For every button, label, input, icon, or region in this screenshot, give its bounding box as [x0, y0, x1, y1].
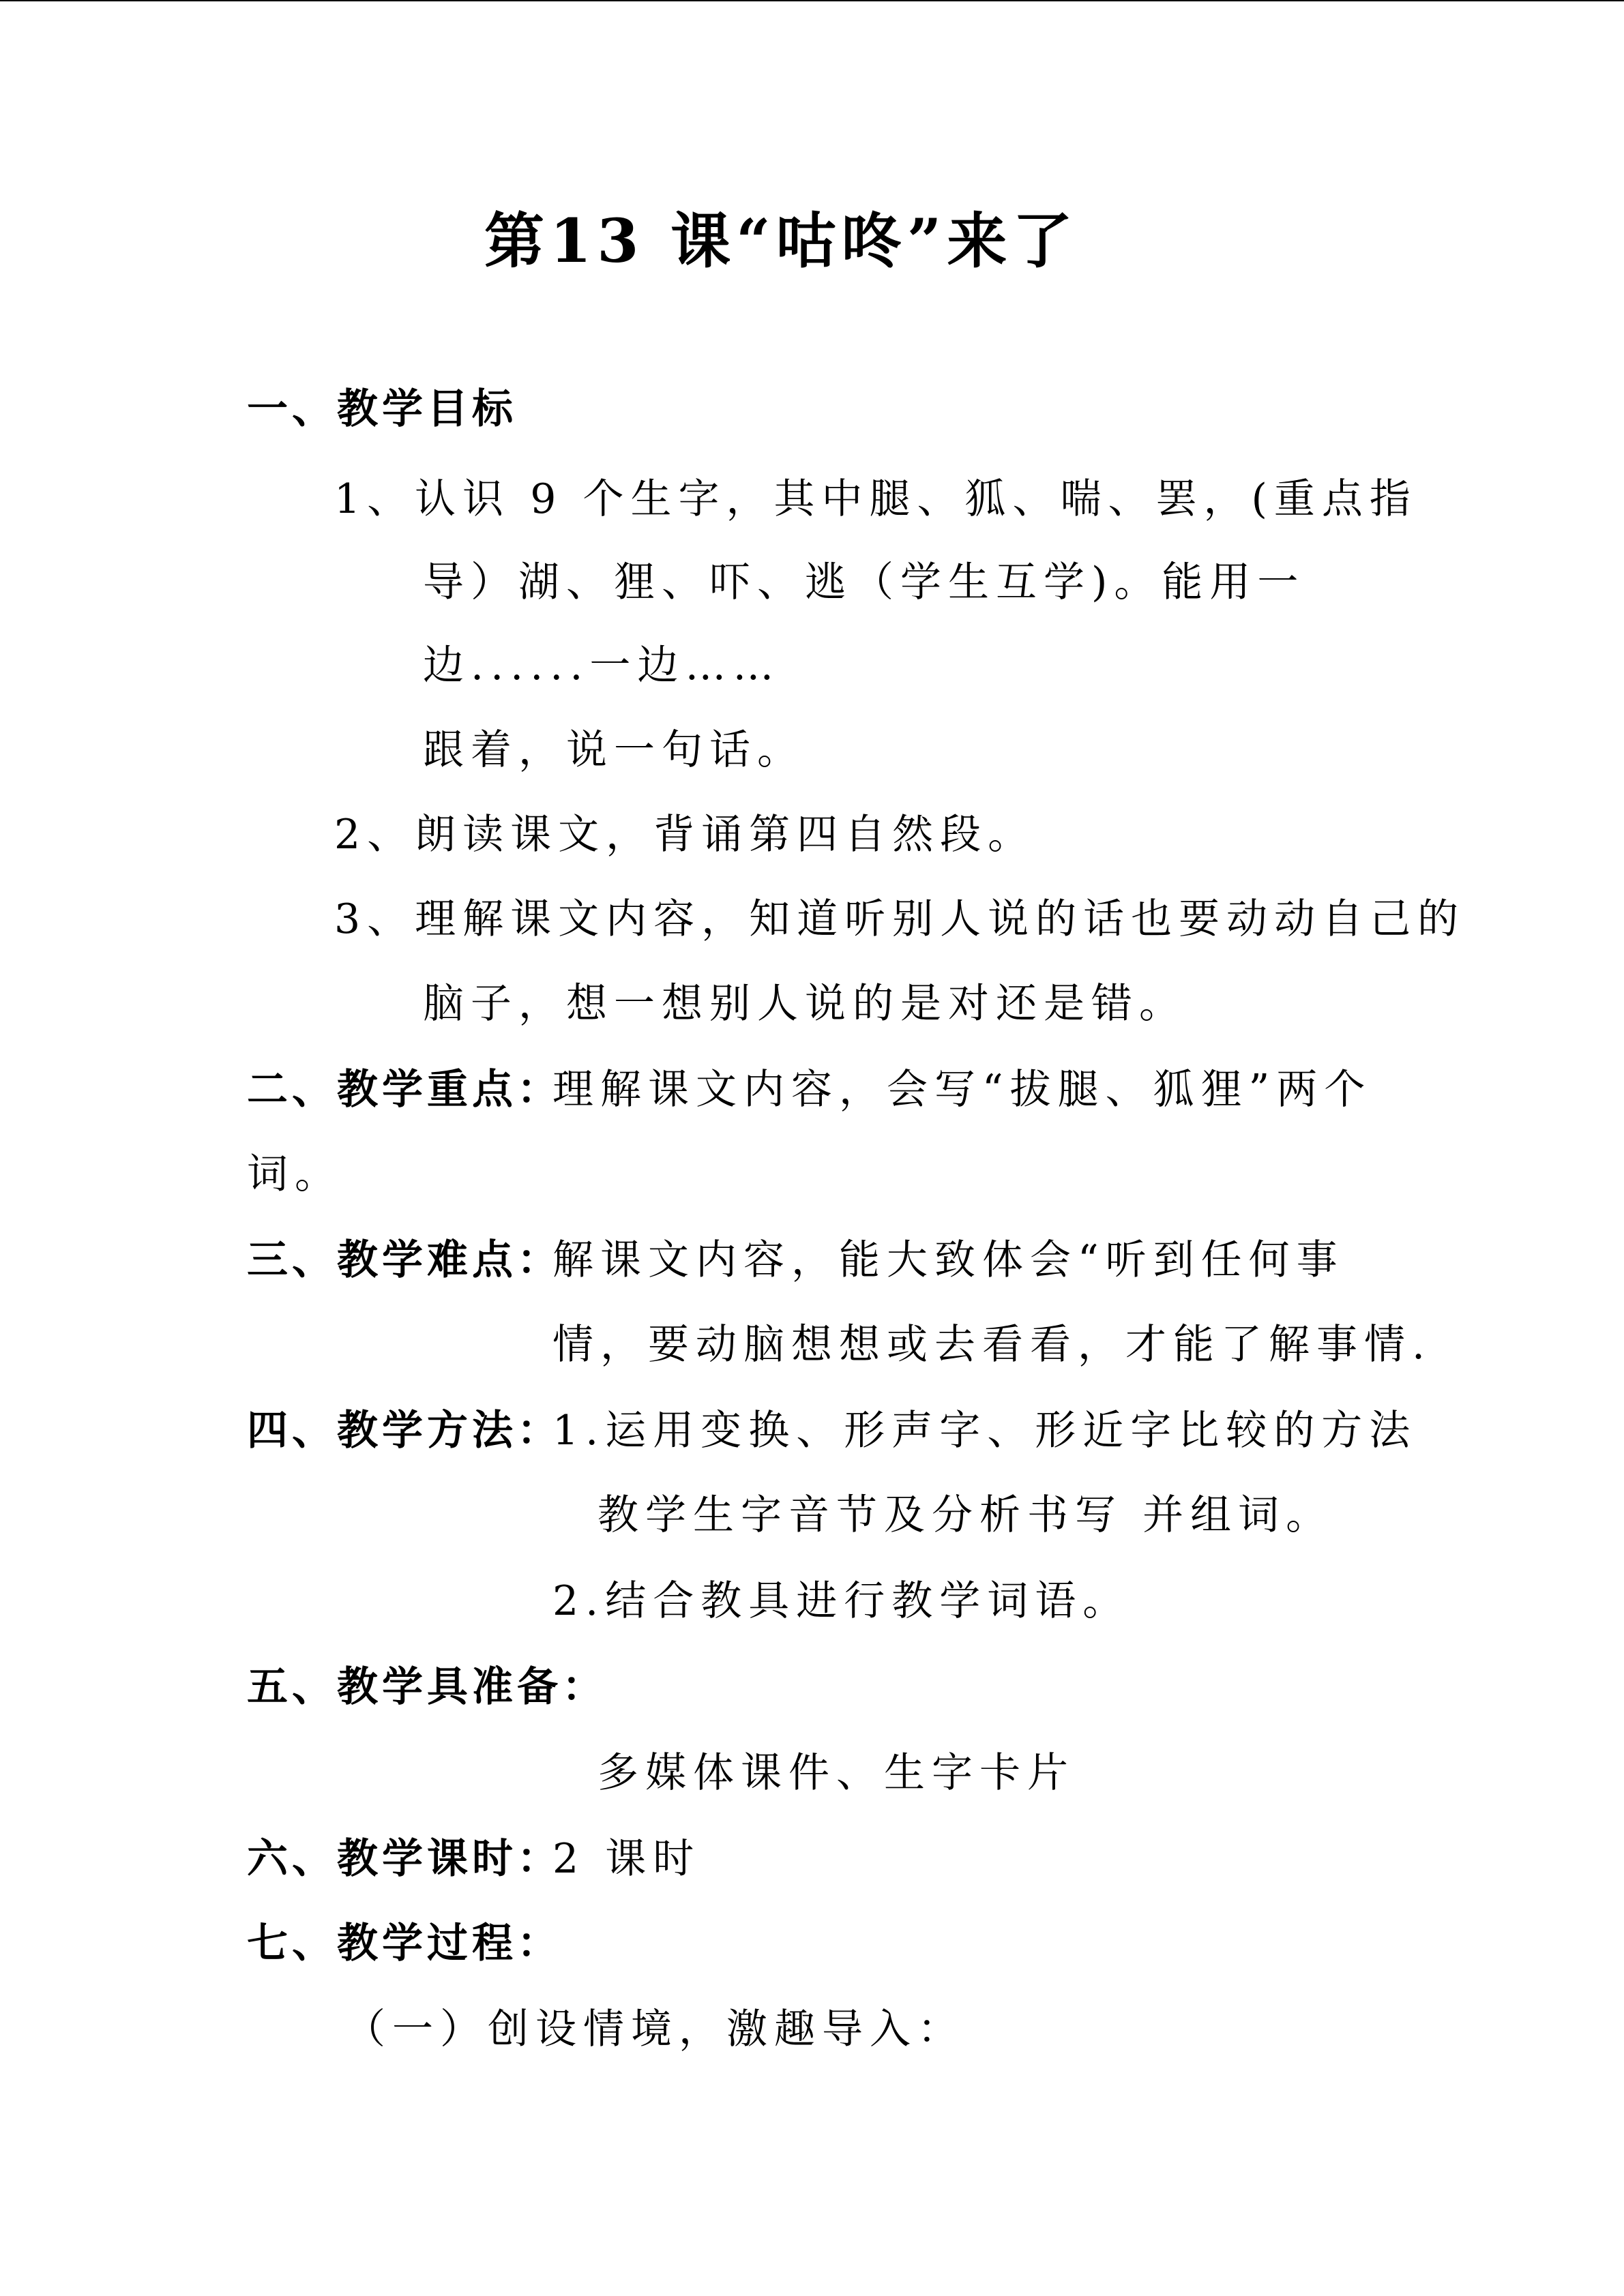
- key-points-text-continued: 词。: [247, 1150, 342, 1198]
- objective-3-line-2: 脑子，想一想别人说的是对还是错。: [423, 980, 1187, 1028]
- section-heading-process: 七、教学过程：: [247, 1920, 562, 1967]
- process-step-1: （一）创设情境，激趣导入：: [344, 2006, 965, 2053]
- objective-1-line-4: 跟着，说一句话。: [423, 726, 805, 774]
- section-heading-key-points: 二、教学重点：: [247, 1066, 562, 1114]
- section-heading-difficulties: 三、教学难点：: [247, 1236, 562, 1284]
- materials-text: 多媒体课件、生字卡片: [597, 1749, 1075, 1797]
- section-heading-materials: 五、教学具准备：: [247, 1663, 607, 1711]
- page-title: 第13 课“咕咚”来了: [484, 205, 1078, 276]
- methods-item-1-continued: 教学生字音节及分析书写 并组词。: [597, 1491, 1334, 1539]
- objective-3-line-1: 3、理解课文内容，知道听别人说的话也要动动自己的: [334, 895, 1466, 943]
- methods-item-2: 2.结合教具进行教学词语。: [552, 1577, 1131, 1625]
- methods-item-1: 1.运用变换、形声字、形近字比较的方法: [552, 1407, 1417, 1455]
- key-points-text: 理解课文内容，会写“拔腿、狐狸”两个: [552, 1066, 1372, 1114]
- objective-2: 2、朗读课文，背诵第四自然段。: [334, 811, 1036, 859]
- section-heading-methods: 四、教学方法：: [247, 1407, 562, 1455]
- section-heading-objectives: 一、教学目标: [247, 385, 517, 433]
- difficulties-text: 解课文内容，能大致体会“听到任何事: [552, 1236, 1344, 1284]
- section-heading-class-hours: 六、教学课时：: [247, 1835, 562, 1883]
- objective-1-line-2: 导）湖、狸、吓、逃（学生互学)。能用一: [423, 558, 1305, 606]
- objective-1-line-1: 1、认识 9 个生字，其中腿、狐、喘、罢，(重点指: [334, 475, 1417, 523]
- objective-1-line-3: 边......一边……: [423, 642, 781, 689]
- class-hours-text: 2 课时: [552, 1835, 701, 1883]
- difficulties-text-continued: 情，要动脑想想或去看看，才能了解事情.: [552, 1321, 1432, 1369]
